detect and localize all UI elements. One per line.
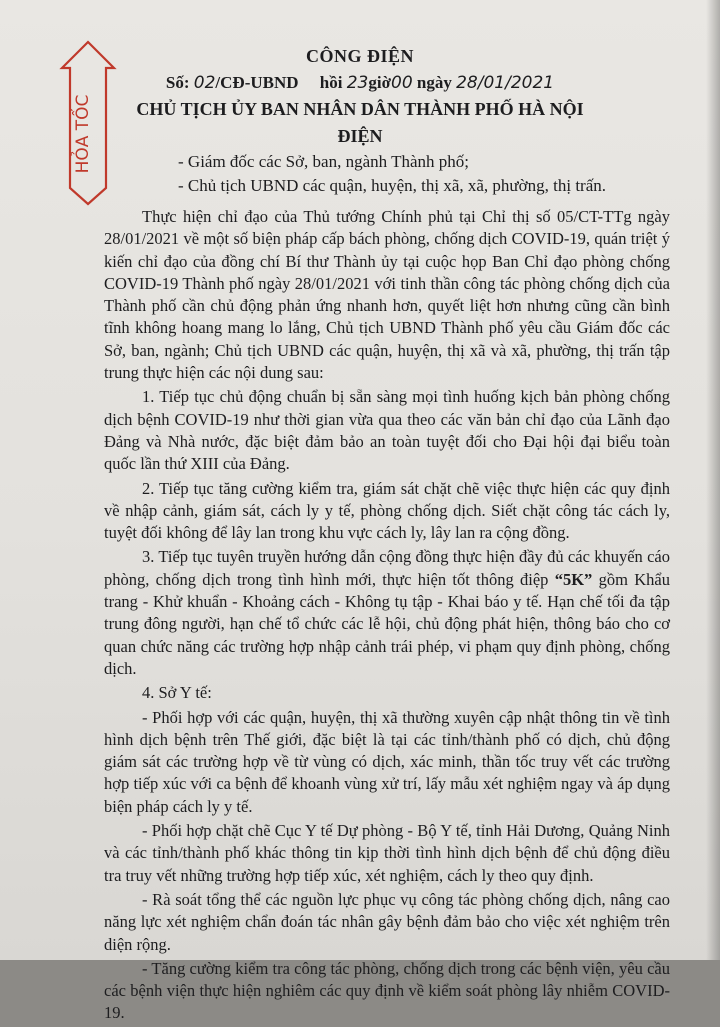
page-shadow: [706, 0, 720, 960]
item-4-bullet: - Phối hợp chặt chẽ Cục Y tế Dự phòng - Bộ Y tế, tỉnh Hải Dương, Quảng Ninh và các tỉnh/thành phố khác thông tin kịp thời tình hình dịch bệnh để chủ động điều tra truy vết những trường hợp tiếp xúc, xét nghiệm, cách ly theo quy định.: [104, 821, 670, 885]
item-1-paragraph: 1. Tiếp tục chủ động chuẩn bị sẵn sàng mọi tình huống kịch bản phòng chống dịch bệnh COVID-19 như thời gian vừa qua theo các văn bản chỉ đạo của Lãnh đạo Đảng và Nhà nước, đặc biệt đảm bảo an toàn tuyệt đối cho Đại hội đại biểu toàn quốc lần thứ XIII của Đảng.: [104, 387, 670, 474]
intro-paragraph: Thực hiện chỉ đạo của Thủ tướng Chính phủ tại Chỉ thị số 05/CT-TTg ngày 28/01/2021 về một số biện pháp cấp bách phòng, chống dịch COVID-19, quán triệt ý kiến chỉ đạo của đồng chí Bí thư Thành ủy tại cuộc họp Ban Chỉ đạo phòng chống COVID-19 Thành phố ngày 28/01/2021 với tinh thần công tác phòng chống dịch của Thành phố cần chủ động phản ứng nhanh hơn, quyết liệt hơn nhưng cũng cần bình tĩnh không hoang mang lo lắng, Chủ tịch UBND Thành phố yêu cầu Giám đốc các Sở, ban, ngành; Chủ tịch UBND các quận, huyện, thị xã và xã, phường, thị trấn tập trung thực hiện các nội dung sau:: [104, 207, 670, 383]
recipient-line: - Chủ tịch UBND các quận, huyện, thị xã, xã, phường, thị trấn.: [178, 176, 607, 195]
5k-message: “5K”: [554, 569, 593, 589]
document-number-handwritten: 02: [193, 73, 216, 93]
time-hour-handwritten: 23: [346, 73, 369, 93]
item-3-paragraph: 3. Tiếp tục tuyên truyền hướng dẫn cộng đồng thực hiện đầy đủ các khuyến cáo phòng, chống dịch trong tình hình mới, thực hiện tốt thông điệp “5K” gồm Khẩu trang - Khử khuẩn - Khoảng cách - Không tụ tập - Khai báo y tế. Hạn chế tối đa tập trung đông người, hạn chế tổ chức các lễ hội, chủ động phát hiện, thông báo cho cơ quan chức năng các trường hợp nhập cảnh trái phép, vi phạm quy định phòng, chống dịch.: [104, 547, 670, 678]
item-4-heading: 4. Sở Y tế:: [142, 683, 212, 703]
date-handwritten: 28/01/2021: [456, 73, 555, 93]
stamp-text: HỎA TỐC: [73, 94, 93, 174]
item-4-bullet: - Phối hợp với các quận, huyện, thị xã thường xuyên cập nhật thông tin về tình hình dịch bệnh trên Thế giới, đặc biệt là tại các tỉnh/thành phố có dịch, chủ động giám sát các trường hợp về từ vùng có dịch, xác minh, thần tốc truy vết các trường hợp tiếp xúc với ca bệnh để khoanh vùng xử trí, lấy mẫu xét nghiệm ngay và áp dụng biện pháp cách ly y tế.: [104, 707, 670, 816]
document-header: [0, 46, 720, 147]
issuer-title: CHỦ TỊCH ỦY BAN NHÂN DÂN THÀNH PHỐ HÀ NỘI: [136, 99, 584, 119]
document-body: [104, 206, 670, 1027]
recipients-list: [178, 150, 606, 198]
document-title: CÔNG ĐIỆN: [305, 46, 414, 66]
document-number-line: Số: 02/CĐ-UBND hồi 23giờ00 ngày 28/01/2021: [165, 73, 555, 93]
time-minute-handwritten: 00: [391, 73, 413, 93]
recipient-line: - Giám đốc các Sở, ban, ngành Thành phố;: [178, 152, 469, 171]
item-2-paragraph: 2. Tiếp tục tăng cường kiểm tra, giám sát chặt chẽ việc thực hiện các quy định về nhập cảnh, giám sát, cách ly y tế, phòng chống dịch. Siết chặt công tác cách ly, tuyệt đối không để lây lan trong khu vực cách ly, lây lan ra cộng đồng.: [104, 478, 670, 543]
item-4-bullet: - Tăng cường kiểm tra công tác phòng, chống dịch trong các bệnh viện, yêu cầu các bệnh viện thực hiện nghiêm các quy định về kiểm soát phòng lây nhiễm COVID-19.: [104, 958, 670, 1023]
item-4-bullet: - Rà soát tổng thể các nguồn lực phục vụ công tác phòng chống dịch, nâng cao năng lực xét nghiệm chẩn đoán tác nhân gây bệnh đảm bảo cho việc xét nghiệm trên diện rộng.: [104, 889, 670, 954]
dien-label: ĐIỆN: [337, 126, 383, 146]
